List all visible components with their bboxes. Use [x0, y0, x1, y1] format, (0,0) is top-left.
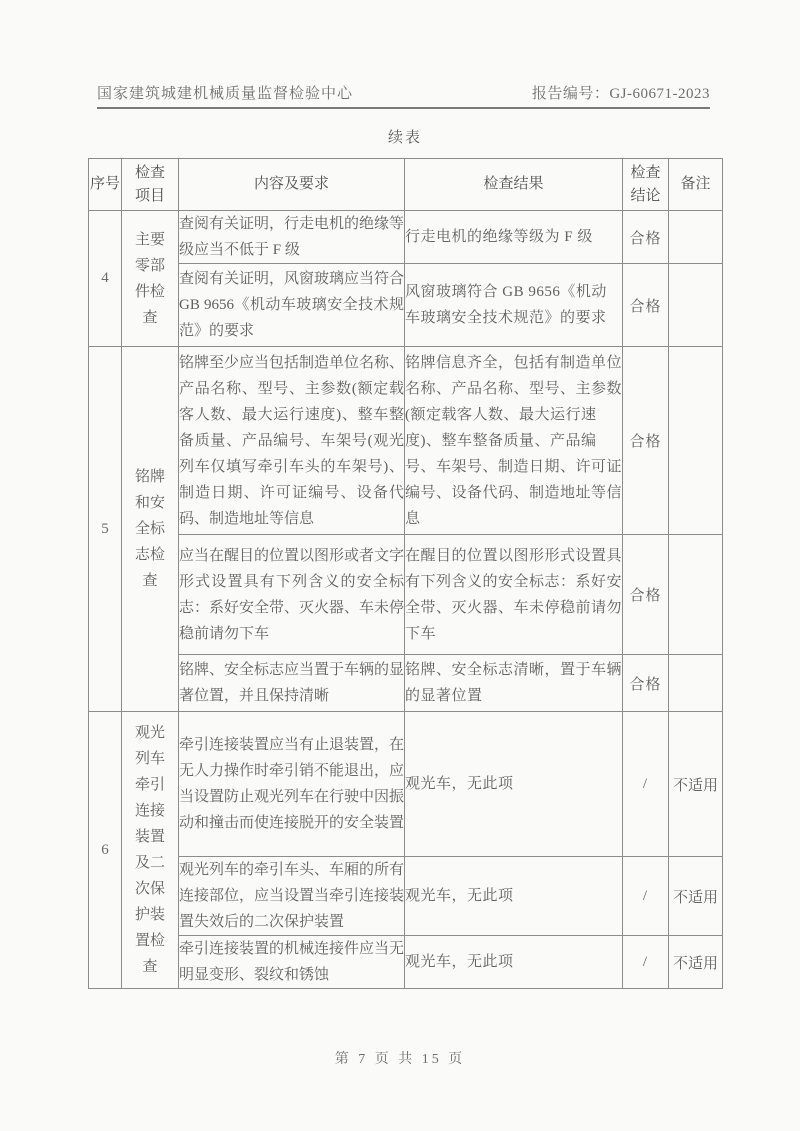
cell-remark-5-2	[669, 535, 723, 655]
cell-req-5-3: 铭牌、安全标志应当置于车辆的显著位置，并且保持清晰	[179, 655, 405, 712]
cell-remark-6-2: 不适用	[669, 857, 723, 936]
cell-req-5-1: 铭牌至少应当包括制造单位名称、产品名称、型号、主参数(额定载客人数、最大运行速度)、整车整备质量、产品编号、车架号(观光列车仅填写牵引车头的车架号)、制造日期、许可证编号、设备代码、制造地址等信息	[179, 347, 405, 535]
cell-req-6-1: 牵引连接装置应当有止退装置，在无人力操作时牵引销不能退出，应当设置防止观光列车在行驶中因振动和撞击而使连接脱开的安全装置	[179, 712, 405, 857]
cell-remark-6-1: 不适用	[669, 712, 723, 857]
cell-conclusion-5-3: 合格	[623, 655, 669, 712]
item-label-5: 铭牌和安全标志检查	[134, 469, 165, 589]
cell-req-4-2: 查阅有关证明，风窗玻璃应当符合 GB 9656《机动车玻璃安全技术规范》的要求	[179, 264, 405, 347]
table-row	[89, 347, 723, 535]
col-header-result: 检查结果	[405, 159, 623, 211]
cell-conclusion-6-1: /	[623, 712, 669, 857]
cell-remark-5-1	[669, 347, 723, 535]
report-number	[532, 82, 710, 103]
col-header-requirement: 内容及要求	[179, 159, 405, 211]
cell-req-4-1: 查阅有关证明，行走电机的绝缘等级应当不低于 F 级	[179, 211, 405, 264]
report-number-label: 报告编号：	[531, 86, 610, 102]
cell-conclusion-5-1: 合格	[623, 347, 669, 535]
table-header-row	[89, 159, 723, 211]
cell-result-5-3: 铭牌、安全标志清晰，置于车辆的显著位置	[405, 655, 623, 712]
cell-seq-6: 6	[89, 712, 122, 989]
cell-item-4	[122, 211, 179, 347]
table-row	[89, 535, 723, 655]
org-name: 国家建筑城建机械质量监督检验中心	[97, 86, 354, 102]
cell-seq-5: 5	[89, 347, 122, 712]
cell-conclusion-4-2: 合格	[623, 264, 669, 347]
inspection-table	[88, 158, 723, 989]
cell-remark-5-3	[669, 655, 723, 712]
cell-conclusion-6-3: /	[623, 936, 669, 989]
table-row	[89, 211, 723, 264]
cell-seq-4: 4	[89, 211, 122, 347]
cell-result-4-2: 风窗玻璃符合 GB 9656《机动车玻璃安全技术规范》的要求	[405, 264, 623, 347]
cell-conclusion-6-2: /	[623, 857, 669, 936]
cell-remark-4-2	[669, 264, 723, 347]
col-header-seq: 序号	[89, 159, 122, 211]
table-row	[89, 712, 723, 857]
cell-item-5	[122, 347, 179, 712]
item-label-6: 观光列车牵引连接装置及二次保护装置检查	[134, 725, 165, 975]
cell-result-6-1: 观光车，无此项	[405, 712, 623, 857]
col-header-conclusion: 检查结论	[623, 159, 669, 211]
cell-conclusion-5-2: 合格	[623, 535, 669, 655]
cell-req-6-2: 观光列车的牵引车头、车厢的所有连接部位，应当设置当牵引连接装置失效后的二次保护装置	[179, 857, 405, 936]
cell-result-4-1: 行走电机的绝缘等级为 F 级	[405, 211, 623, 264]
cell-conclusion-4-1: 合格	[623, 211, 669, 264]
table-row	[89, 936, 723, 989]
cell-req-5-2: 应当在醒目的位置以图形或者文字形式设置具有下列含义的安全标志：系好安全带、灭火器、车未停稳前请勿下车	[179, 535, 405, 655]
table-row	[89, 655, 723, 712]
cell-result-6-2: 观光车，无此项	[405, 857, 623, 936]
cell-remark-6-3: 不适用	[669, 936, 723, 989]
cell-remark-4-1	[669, 211, 723, 264]
item-label-4: 主要零部件检查	[134, 231, 165, 326]
cell-result-5-1: 铭牌信息齐全，包括有制造单位名称、产品名称、型号、主参数(额定载客人数、最大运行速度)、整车整备质量、产品编号、车架号、制造日期、许可证编号、设备代码、制造地址等信息	[405, 347, 623, 535]
continued-table-title: 续表	[387, 130, 422, 146]
col-header-item: 检查项目	[122, 159, 179, 211]
table-row	[89, 264, 723, 347]
cell-req-6-3: 牵引连接装置的机械连接件应当无明显变形、裂纹和锈蚀	[179, 936, 405, 989]
cell-result-6-3: 观光车，无此项	[405, 936, 623, 989]
col-header-remark: 备注	[669, 159, 723, 211]
page-header	[97, 82, 710, 109]
page-number: 第 7 页 共 15 页	[334, 1052, 466, 1067]
cell-result-5-2: 在醒目的位置以图形形式设置具有下列含义的安全标志：系好安全带、灭火器、车未停稳前请勿下车	[405, 535, 623, 655]
report-number-value: GJ-60671-2023	[609, 86, 710, 102]
table-row	[89, 857, 723, 936]
cell-item-6	[122, 712, 179, 989]
